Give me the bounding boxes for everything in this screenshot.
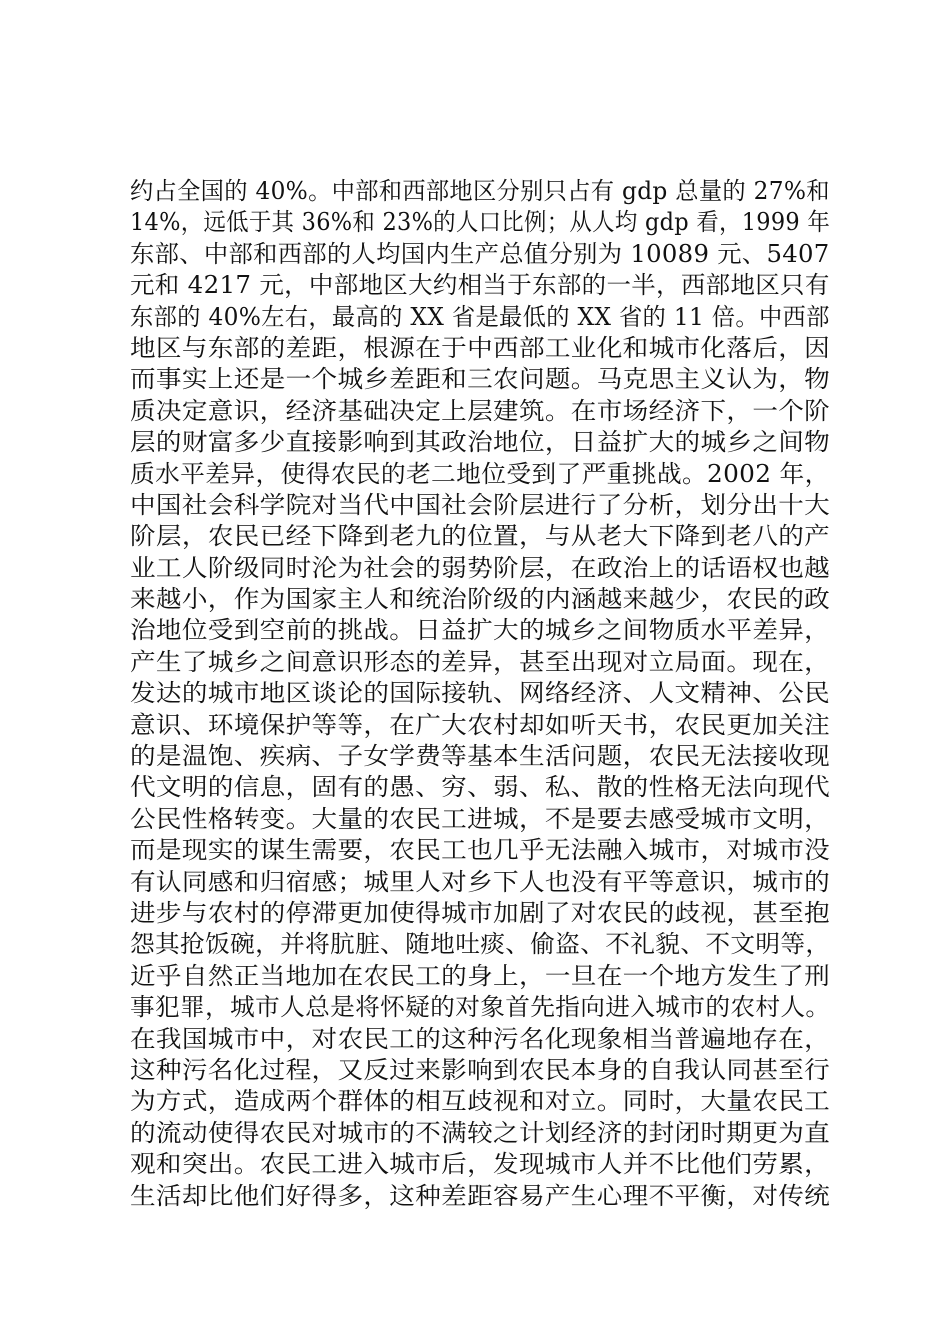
text-line: 阶层，农民已经下降到老九的位置，与从老大下降到老八的产: [130, 522, 831, 551]
text-line: 而是现实的谋生需要，农民工也几乎无法融入城市，对城市没: [130, 836, 831, 865]
text-line: 在我国城市中，对农民工的这种污名化现象相当普遍地存在，: [130, 1024, 831, 1053]
text-line: 而事实上还是一个城乡差距和三农问题。马克思主义认为，物: [130, 365, 831, 394]
text-line: 有认同感和归宿感；城里人对乡下人也没有平等意识，城市的: [130, 867, 831, 896]
text-line: 中国社会科学院对当代中国社会阶层进行了分析，划分出十大: [130, 490, 831, 519]
text-line: 生活却比他们好得多，这种差距容易产生心理不平衡，对传统: [130, 1181, 831, 1210]
text-line: 约占全国的 40%。中部和西部地区分别只占有 gdp 总量的 27%和: [130, 177, 830, 205]
text-line: 来越小，作为国家主人和统治阶级的内涵越来越少，农民的政: [130, 585, 831, 614]
text-line: 质决定意识，经济基础决定上层建筑。在市场经济下，一个阶: [130, 396, 831, 425]
text-line: 产生了城乡之间意识形态的差异，甚至出现对立局面。现在，: [130, 647, 831, 676]
text-line: 的是温饱、疾病、子女学费等基本生活问题，农民无法接收现: [130, 742, 831, 771]
text-line: 意识、环境保护等等，在广大农村却如听天书，农民更加关注: [130, 710, 831, 739]
text-line: 14%，远低于其 36%和 23%的人口比例；从人均 gdp 看，1999 年: [130, 208, 831, 237]
text-line: 质水平差异，使得农民的老二地位受到了严重挑战。2002 年，: [130, 459, 830, 488]
text-line: 东部的 40%左右，最高的 XX 省是最低的 XX 省的 11 倍。中西部: [130, 302, 830, 331]
text-line: 元和 4217 元，中部地区大约相当于东部的一半，西部地区只有: [130, 271, 830, 300]
text-line: 进步与农村的停滞更加使得城市加剧了对农民的歧视，甚至抱: [130, 898, 831, 927]
text-line: 东部、中部和西部的人均国内生产总值分别为 10089 元、5407: [130, 239, 830, 268]
text-line: 治地位受到空前的挑战。日益扩大的城乡之间物质水平差异，: [130, 616, 831, 645]
text-line: 代文明的信息，固有的愚、穷、弱、私、散的性格无法向现代: [130, 773, 831, 802]
text-line: 事犯罪，城市人总是将怀疑的对象首先指向进入城市的农村人。: [130, 993, 831, 1022]
text-line: 怨其抢饭碗，并将肮脏、随地吐痰、偷盗、不礼貌、不文明等，: [130, 930, 831, 959]
text-line: 的流动使得农民对城市的不满较之计划经济的封闭时期更为直: [130, 1118, 831, 1147]
text-line: 公民性格转变。大量的农民工进城，不是要去感受城市文明，: [130, 804, 831, 833]
text-line: 近乎自然正当地加在农民工的身上，一旦在一个地方发生了刑: [130, 961, 831, 990]
text-line: 层的财富多少直接影响到其政治地位，日益扩大的城乡之间物: [130, 428, 831, 457]
body-text: [130, 176, 850, 1212]
text-line: 地区与东部的差距，根源在于中西部工业化和城市化落后，因: [130, 333, 831, 362]
text-line: 业工人阶级同时沦为社会的弱势阶层，在政治上的话语权也越: [130, 553, 831, 582]
text-line: 为方式，造成两个群体的相互歧视和对立。同时，大量农民工: [130, 1087, 831, 1116]
text-line: 发达的城市地区谈论的国际接轨、网络经济、人文精神、公民: [130, 679, 831, 708]
text-line: 观和突出。农民工进入城市后，发现城市人并不比他们劳累，: [130, 1150, 831, 1179]
text-line: 这种污名化过程，又反过来影响到农民本身的自我认同甚至行: [130, 1055, 831, 1084]
